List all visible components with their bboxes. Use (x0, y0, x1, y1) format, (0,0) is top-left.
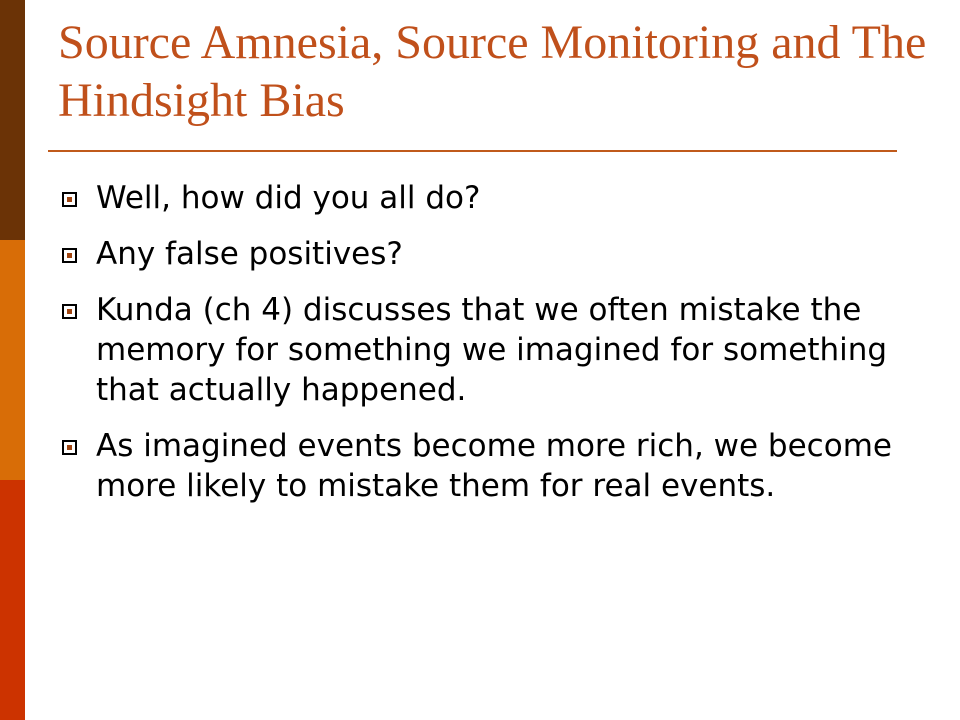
square-bullet-icon (62, 248, 77, 263)
side-accent-bar-middle (0, 240, 25, 480)
bullet-item (60, 426, 920, 506)
title-divider (48, 150, 897, 152)
bullet-text: As imagined events become more rich, we become more likely to mistake them for real events. (96, 428, 892, 504)
side-accent-bar-bottom (0, 480, 25, 720)
square-bullet-icon (62, 440, 77, 455)
bullet-text: Any false positives? (96, 236, 403, 272)
side-accent-bar-top (0, 0, 25, 240)
bullet-text: Kunda (ch 4) discusses that we often mistake the memory for something we imagined for something that actually happened. (96, 292, 888, 408)
bullet-item (60, 290, 920, 410)
bullet-item (60, 234, 920, 274)
bullet-item (60, 178, 920, 218)
bullet-text: Well, how did you all do? (96, 180, 481, 216)
square-bullet-icon (62, 192, 77, 207)
square-bullet-icon (62, 304, 77, 319)
slide-title: Source Amnesia, Source Monitoring and The Hindsight Bias (58, 16, 927, 127)
bullet-list (60, 178, 920, 522)
